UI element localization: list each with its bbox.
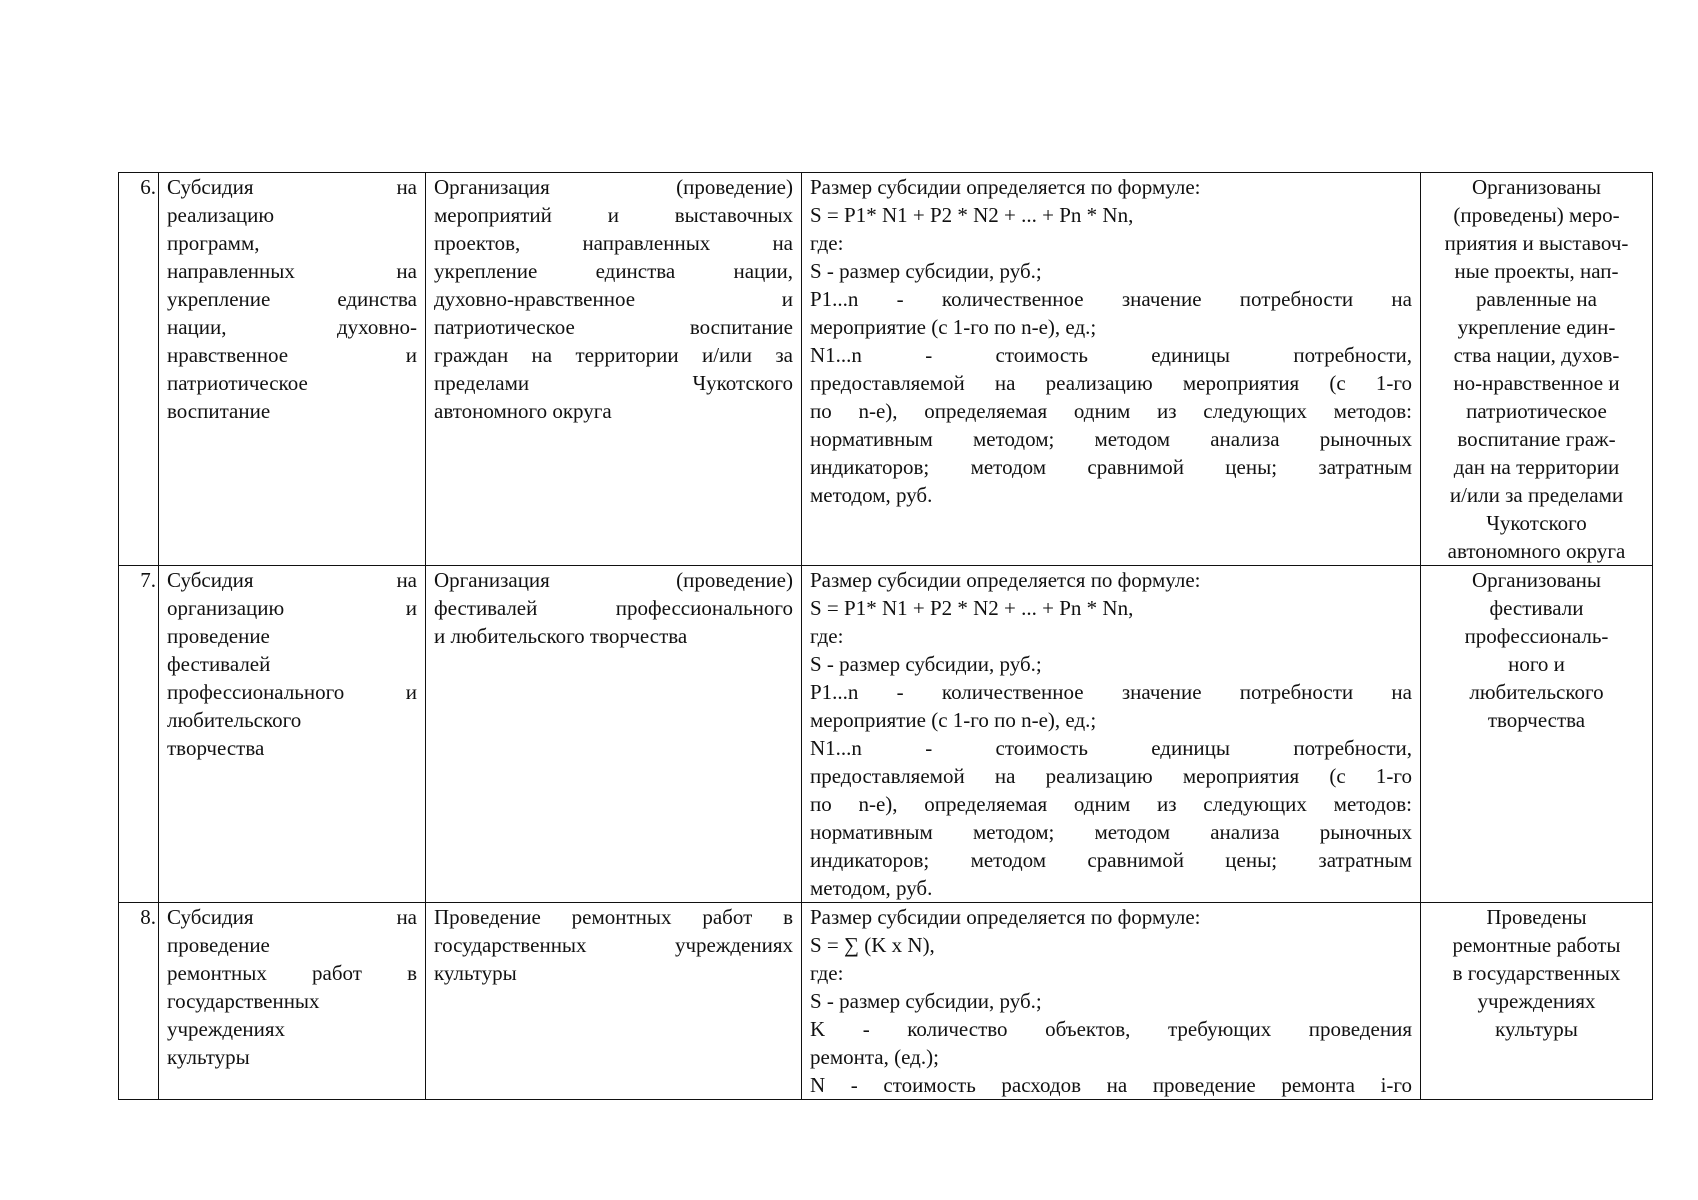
table-row [119,566,1653,903]
result-cell: Организованы (проведены) меро- приятия и выставоч- ные проекты, нап- равленные на укрепление един- ства нации, духов- но-нравственное и патриотическое воспитание граж- дан на территории и/или за пределами Чукотского автономного округа [1421,173,1653,566]
formula-cell: Размер субсидии определяется по формуле: S = P1* N1 + P2 * N2 + ... + Pn * Nn, где: S - размер субсидии, руб.; P1...n - количественное значение потребности на мероприятие (с 1-го по n-е), ед.; N1...n - стоимость единицы потребности, предоставляемой на реализацию мероприятия (с 1-го по n-е), определяемая одним из следующих методов: нормативным методом; методом анализа рыночных индикаторов; методом сравнимой цены; затратным методом, руб. [802,173,1421,566]
formula-cell: Размер субсидии определяется по формуле: S = ∑ (K x N), где: S - размер субсидии, руб.; K - количество объектов, требующих проведения ремонта, (ед.); N - стоимость расходов на проведение ремонта i-го [802,903,1421,1100]
row-number: 7. [119,566,159,903]
subsidy-name-cell: Субсидия на организацию и проведение фестивалей профессионального и любительского творчества [159,566,426,903]
description-cell: Организация (проведение) мероприятий и выставочных проектов, направленных на укрепление единства нации, духовно-нравственное и патриотическое воспитание граждан на территории и/или за пределами Чукотского автономного округа [426,173,802,566]
table-row [119,903,1653,1100]
result-cell: Организованы фестивали профессиональ- ного и любительского творчества [1421,566,1653,903]
row-number: 6. [119,173,159,566]
table-row [119,173,1653,566]
description-cell: Проведение ремонтных работ в государственных учреждениях культуры [426,903,802,1100]
document-table [118,172,1653,1100]
description-cell: Организация (проведение) фестивалей профессионального и любительского творчества [426,566,802,903]
subsidy-name-cell: Субсидия на реализацию программ, направленных на укрепление единства нации, духовно- нравственное и патриотическое воспитание [159,173,426,566]
subsidy-name-cell: Субсидия на проведение ремонтных работ в государственных учреждениях культуры [159,903,426,1100]
result-cell: Проведены ремонтные работы в государственных учреждениях культуры [1421,903,1653,1100]
formula-cell: Размер субсидии определяется по формуле: S = P1* N1 + P2 * N2 + ... + Pn * Nn, где: S - размер субсидии, руб.; P1...n - количественное значение потребности на мероприятие (с 1-го по n-е), ед.; N1...n - стоимость единицы потребности, предоставляемой на реализацию мероприятия (с 1-го по n-е), определяемая одним из следующих методов: нормативным методом; методом анализа рыночных индикаторов; методом сравнимой цены; затратным методом, руб. [802,566,1421,903]
row-number: 8. [119,903,159,1100]
